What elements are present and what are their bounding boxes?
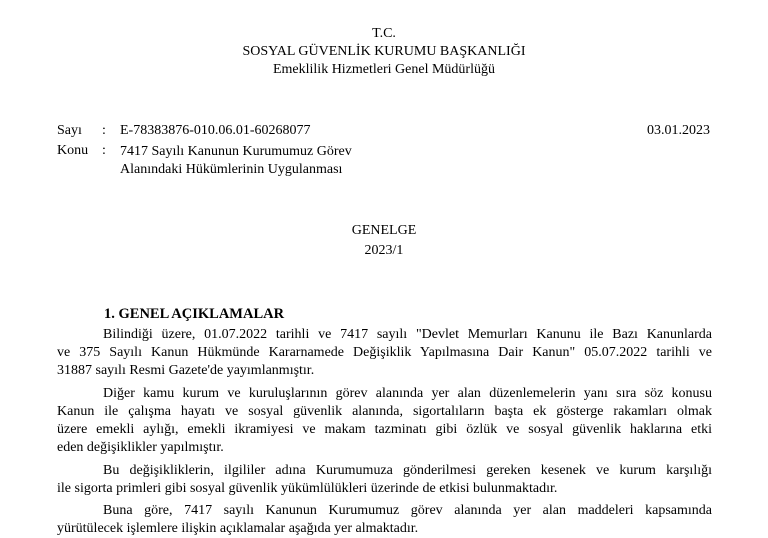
sayi-value: E-78383876-010.06.01-60268077 — [120, 123, 311, 138]
konu-value — [120, 143, 352, 179]
paragraph-line: yürütülecek işlemlere ilişkin açıklamalar aşağıda yer almaktadır. — [57, 521, 419, 536]
header-tc: T.C. — [372, 26, 396, 41]
paragraph-line: Kanun ile çalışma hayatı ve sosyal güvenlik alanında, sigortalıların başta ek gösterge rakamları olmak — [57, 404, 712, 419]
paragraph-line: ile sigorta primleri gibi sosyal güvenlik yükümlülükleri üzerinde de etkisi bulunmaktadır. — [57, 481, 558, 496]
paragraph-4 — [57, 502, 712, 538]
sayi-colon: : — [102, 123, 106, 138]
circular-number: 2023/1 — [364, 243, 404, 258]
paragraph-line: ve 375 Sayılı Kanun Hükmünde Kararnamede Değişiklik Yapılmasına Dair Kanun" 05.07.2022 tarihli ve — [57, 345, 712, 360]
paragraph-3 — [57, 462, 712, 498]
konu-label: Konu — [57, 143, 89, 158]
paragraph-line: 31887 sayılı Resmi Gazete'de yayımlanmıştır. — [57, 363, 315, 378]
header-department: Emeklilik Hizmetleri Genel Müdürlüğü — [272, 62, 495, 77]
sayi-label: Sayı — [57, 123, 82, 138]
paragraph-line: Bu değişikliklerin, ilgililer adına Kurumumuza gönderilmesi gereken kesenek ve kurum karşılığı — [103, 463, 712, 478]
document-date: 03.01.2023 — [647, 123, 710, 138]
paragraph-line: eden değişiklikler yapılmıştır. — [57, 440, 224, 455]
circular-title: GENELGE — [351, 223, 417, 238]
paragraph-line: Bilindiği üzere, 01.07.2022 tarihli ve 7417 sayılı "Devlet Memurları Kanunu ile Bazı Kanunlarda — [103, 327, 712, 342]
section-heading: 1. GENEL AÇIKLAMALAR — [104, 306, 285, 322]
konu-colon: : — [102, 143, 106, 158]
header-institution: SOSYAL GÜVENLİK KURUMU BAŞKANLIĞI — [242, 44, 526, 59]
paragraph-1 — [57, 326, 712, 380]
paragraph-line: Diğer kamu kurum ve kuruluşlarının görev alanında yer alan düzenlemelerin yanı sıra söz konusu — [103, 386, 712, 401]
paragraph-line: üzere emekli aylığı, emekli ikramiyesi ve makam tazminatı gibi özlük ve sosyal güvenlik haklarına etki — [57, 422, 712, 437]
paragraph-2 — [57, 385, 712, 457]
paragraph-line: Buna göre, 7417 sayılı Kanunun Kurumumuz görev alanında yer alan maddeleri kapsamında — [103, 503, 712, 518]
konu-line-2: Alanındaki Hükümlerinin Uygulanması — [120, 162, 343, 177]
konu-line-1: 7417 Sayılı Kanunun Kurumumuz Görev — [120, 144, 352, 159]
